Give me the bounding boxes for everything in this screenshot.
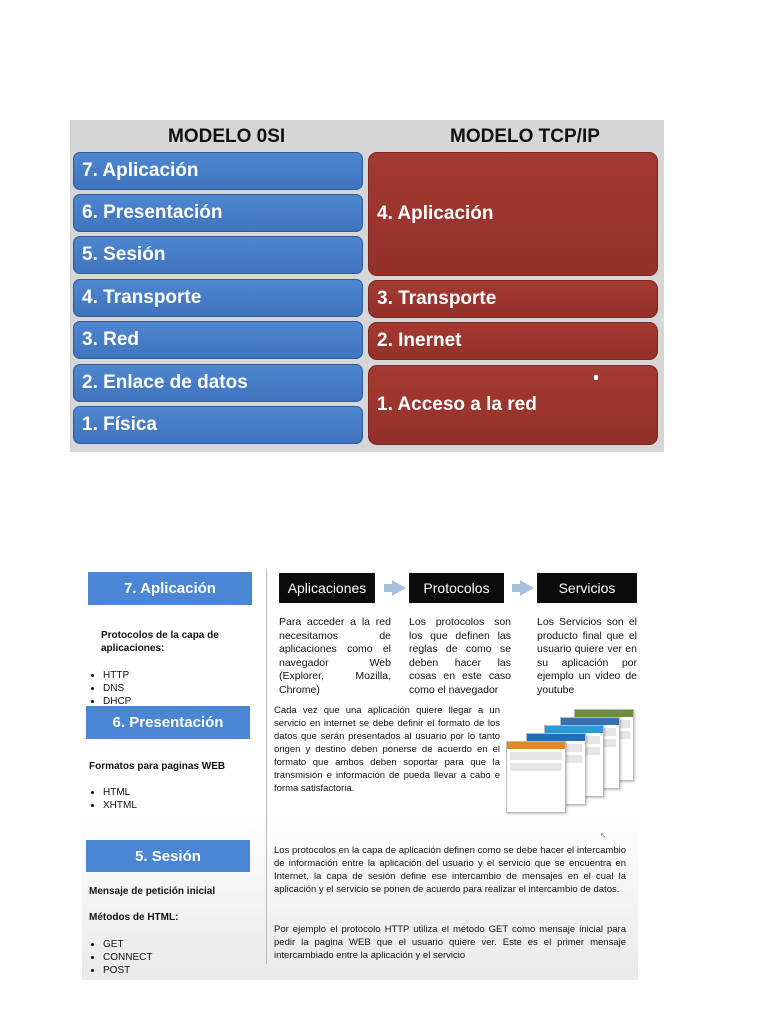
presentacion-header: 6. Presentación [86,706,250,739]
aplicacion-bullet-list [89,669,131,705]
osi-tcp-comparison-diagram [70,120,664,452]
application-layers-slide [82,565,638,980]
list-item: • HTML [103,786,137,799]
sesion-bullet-list [89,938,152,977]
sesion-paragraph-1: Los protocolos en la capa de aplicación definen como se debe hacer el intercambio de información entre la aplicación del usuario y el servicio que se encuentra en Internet, la capa de sesión define ese intercambio de mensajes en el cual la aplicación y el servicio se ponen de acuerdo para realizar el intercambio de datos. [274,845,626,895]
list-item: • GET [103,938,152,951]
servicios-box: Servicios [537,573,637,603]
protocolos-box: Protocolos [409,573,504,603]
osi-layer-3: 3. Red [73,321,363,359]
osi-layer-7: 7. Aplicación [73,152,363,190]
aplicaciones-text: Para acceder a la red necesitamos de aplicaciones como el navegador Web (Explorer, Mozilla, Chrome) [279,616,391,696]
list-item: • HTTP [103,669,131,682]
presentacion-bullet-list [89,786,137,812]
list-item: • XHTML [103,799,137,812]
list-item: • POST [103,964,152,977]
divider-line [266,569,267,964]
aplicacion-subtitle: Protocolos de la capa de aplicaciones: [101,630,219,654]
list-item: • DNS [103,682,131,695]
aplicacion-header: 7. Aplicación [88,572,252,605]
osi-layer-6: 6. Presentación [73,194,363,232]
sesion-paragraph-2: Por ejemplo el protocolo HTTP utiliza el método GET como mensaje inicial para pedir la pagina WEB que el usuario quiere ver. Este es el primer mensaje intercambiado entre la aplicación y el servicio [274,924,626,961]
presentacion-subtitle: Formatos para paginas WEB [89,761,226,772]
sesion-subtitle-1: Mensaje de petición inicial [89,886,216,897]
protocolos-text: Los protocolos son los que definen las reglas de como se deben hacer las cosas en este caso como el navegador [409,616,511,696]
tcp-layer-3: 3. Transporte [368,280,658,318]
mouse-cursor-icon [594,375,598,380]
mouse-cursor-icon: ↖ [600,831,607,840]
osi-layer-4: 4. Transporte [73,279,363,317]
list-item: • CONNECT [103,951,152,964]
osi-model-title: MODELO 0SI [168,126,286,147]
tcp-layer-2: 2. Inernet [368,322,658,360]
arrow-right-icon [392,580,406,596]
tcp-layer-4: 4. Aplicación [368,152,658,276]
web-pages-image [500,703,640,803]
list-item: • DHCP [103,695,131,705]
tcp-layer-1: 1. Acceso a la red [368,365,658,445]
osi-layer-5: 5. Sesión [73,236,363,274]
osi-layer-2: 2. Enlace de datos [73,364,363,402]
servicios-text: Los Servicios son el producto final que el usuario quiere ver en su aplicación por ejemplo un video de youtube [537,616,637,696]
sesion-header: 5. Sesión [86,840,250,872]
sesion-subtitle-2: Métodos de HTML: [89,912,179,923]
osi-layer-1: 1. Física [73,406,363,444]
tcp-model-title: MODELO TCP/IP [450,126,600,147]
aplicaciones-box: Aplicaciones [279,573,375,603]
arrow-right-icon [520,580,534,596]
presentacion-paragraph: Cada vez que una aplicación quiere llegar a un servicio en internet se debe definir el formato de los datos que serán presentados al usuario por lo tanto origen y destino deben ponerse de acuerdo en el formato que ambos deben soportar para que la transmisión e información de pueda llevar a cabo e forma satisfactoria. [274,705,500,794]
